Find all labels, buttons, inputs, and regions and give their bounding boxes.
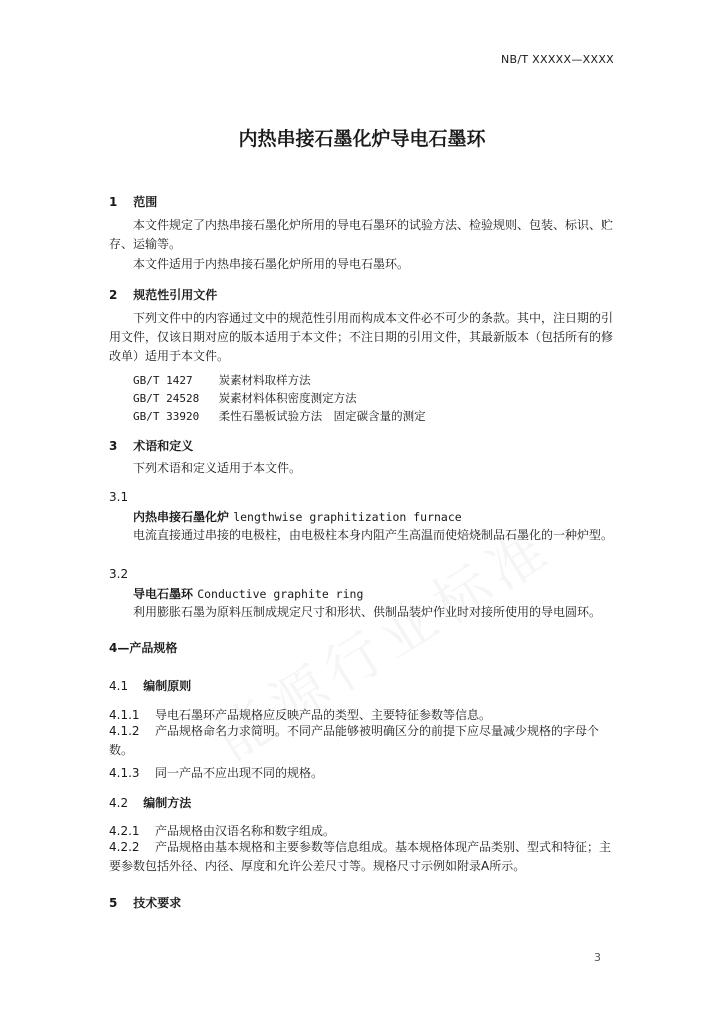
subsection-4-1-heading <box>109 677 191 694</box>
section-1-heading <box>109 193 157 210</box>
term-title <box>133 508 462 525</box>
clause-text: 导电石墨环产品规格应反映产品的类型、主要特征参数等信息。 <box>155 708 492 722</box>
term-title <box>133 585 363 602</box>
reference-code: GB/T 33920 <box>133 410 200 423</box>
clause-4-2-2 <box>109 838 619 876</box>
clause-4-1-2 <box>109 722 619 760</box>
section-3-heading <box>109 437 193 454</box>
term-zh: 导电石墨环 <box>133 587 194 601</box>
reference-code: GB/T 1427 <box>133 374 193 387</box>
section-5-heading <box>109 894 181 911</box>
term-number: 3.1 <box>109 490 129 504</box>
reference-code: GB/T 24528 <box>133 392 200 405</box>
clause-number: 4.1.1 <box>109 708 140 722</box>
section-title: 术语和定义 <box>133 439 194 453</box>
subsection-4-2-heading <box>109 794 191 811</box>
document-title: 内热串接石墨化炉导电石墨环 <box>238 128 486 150</box>
clause-text: 产品规格由基本规格和主要参数等信息组成。基本规格体现产品类别、型式和特征；主要参数包括外径、内径、厚度和允许公差尺寸等。规格尺寸示例如附录A所示。 <box>109 840 612 873</box>
term-zh: 内热串接石墨化炉 <box>133 510 230 524</box>
page-number: 3 <box>594 951 601 964</box>
clause-4-1-3 <box>109 764 323 781</box>
reference-name: 炭素材料体积密度测定方法 <box>218 391 357 405</box>
section-1-paragraph-1: 本文件规定了内热串接石墨化炉所用的导电石墨环的试验方法、检验规则、包装、标识、贮存、运输等。 <box>109 218 614 251</box>
subsection-title: 编制方法 <box>143 796 192 810</box>
reference-row <box>133 408 426 424</box>
standard-code: NB/T XXXXX—XXXX <box>500 53 614 66</box>
clause-text: 同一产品不应出现不同的规格。 <box>155 766 324 780</box>
section-title: 技术要求 <box>133 896 182 910</box>
clause-number: 4.2.2 <box>109 840 140 854</box>
section-1-paragraph-2: 本文件适用于内热串接石墨化炉所用的导电石墨环。 <box>133 257 410 271</box>
section-3-paragraph-1: 下列术语和定义适用于本文件。 <box>133 461 302 475</box>
clause-text: 产品规格由汉语名称和数字组成。 <box>155 824 336 838</box>
term-number: 3.2 <box>109 567 129 581</box>
clause-number: 4.1.3 <box>109 766 140 780</box>
section-2-heading <box>109 286 217 303</box>
term-en: lengthwise graphitization furnace <box>233 510 462 524</box>
subsection-number: 4.1 <box>109 679 129 693</box>
section-2-paragraph-1: 下列文件中的内容通过文中的规范性引用而构成本文件必不可少的条款。其中，注日期的引用文件，仅该日期对应的版本适用于本文件；不注日期的引用文件，其最新版本（包括所有的修改单）适用于本文件。 <box>109 311 614 363</box>
section-number: 1 <box>109 195 118 209</box>
reference-name: 柔性石墨板试验方法 固定碳含量的测定 <box>218 409 426 423</box>
subsection-title: 编制原则 <box>143 679 192 693</box>
subsection-number: 4.2 <box>109 796 129 810</box>
reference-row <box>133 390 357 406</box>
section-number: 3 <box>109 439 118 453</box>
section-number: 2 <box>109 288 118 302</box>
clause-number: 4.2.1 <box>109 824 140 838</box>
section-number: 5 <box>109 896 118 910</box>
clause-number: 4.1.2 <box>109 724 140 738</box>
clause-text: 产品规格命名力求简明。不同产品能够被明确区分的前提下应尽量减少规格的字母个数。 <box>109 724 600 757</box>
clause-4-1-1 <box>109 706 491 723</box>
section-title: 范围 <box>133 195 158 209</box>
reference-name: 炭素材料取样方法 <box>218 373 311 387</box>
reference-row <box>133 372 311 388</box>
section-title: 规范性引用文件 <box>133 288 218 302</box>
term-definition: 利用膨胀石墨为原料压制成规定尺寸和形状、供制品装炉作业时对接所使用的导电圆环。 <box>133 605 602 619</box>
term-en: Conductive graphite ring <box>197 587 364 601</box>
term-definition: 电流直接通过串接的电极柱，由电极柱本身内阻产生高温而使焙烧制品石墨化的一种炉型。 <box>133 528 614 542</box>
section-4-heading: 4—产品规格 <box>109 641 178 655</box>
clause-4-2-1 <box>109 822 335 839</box>
